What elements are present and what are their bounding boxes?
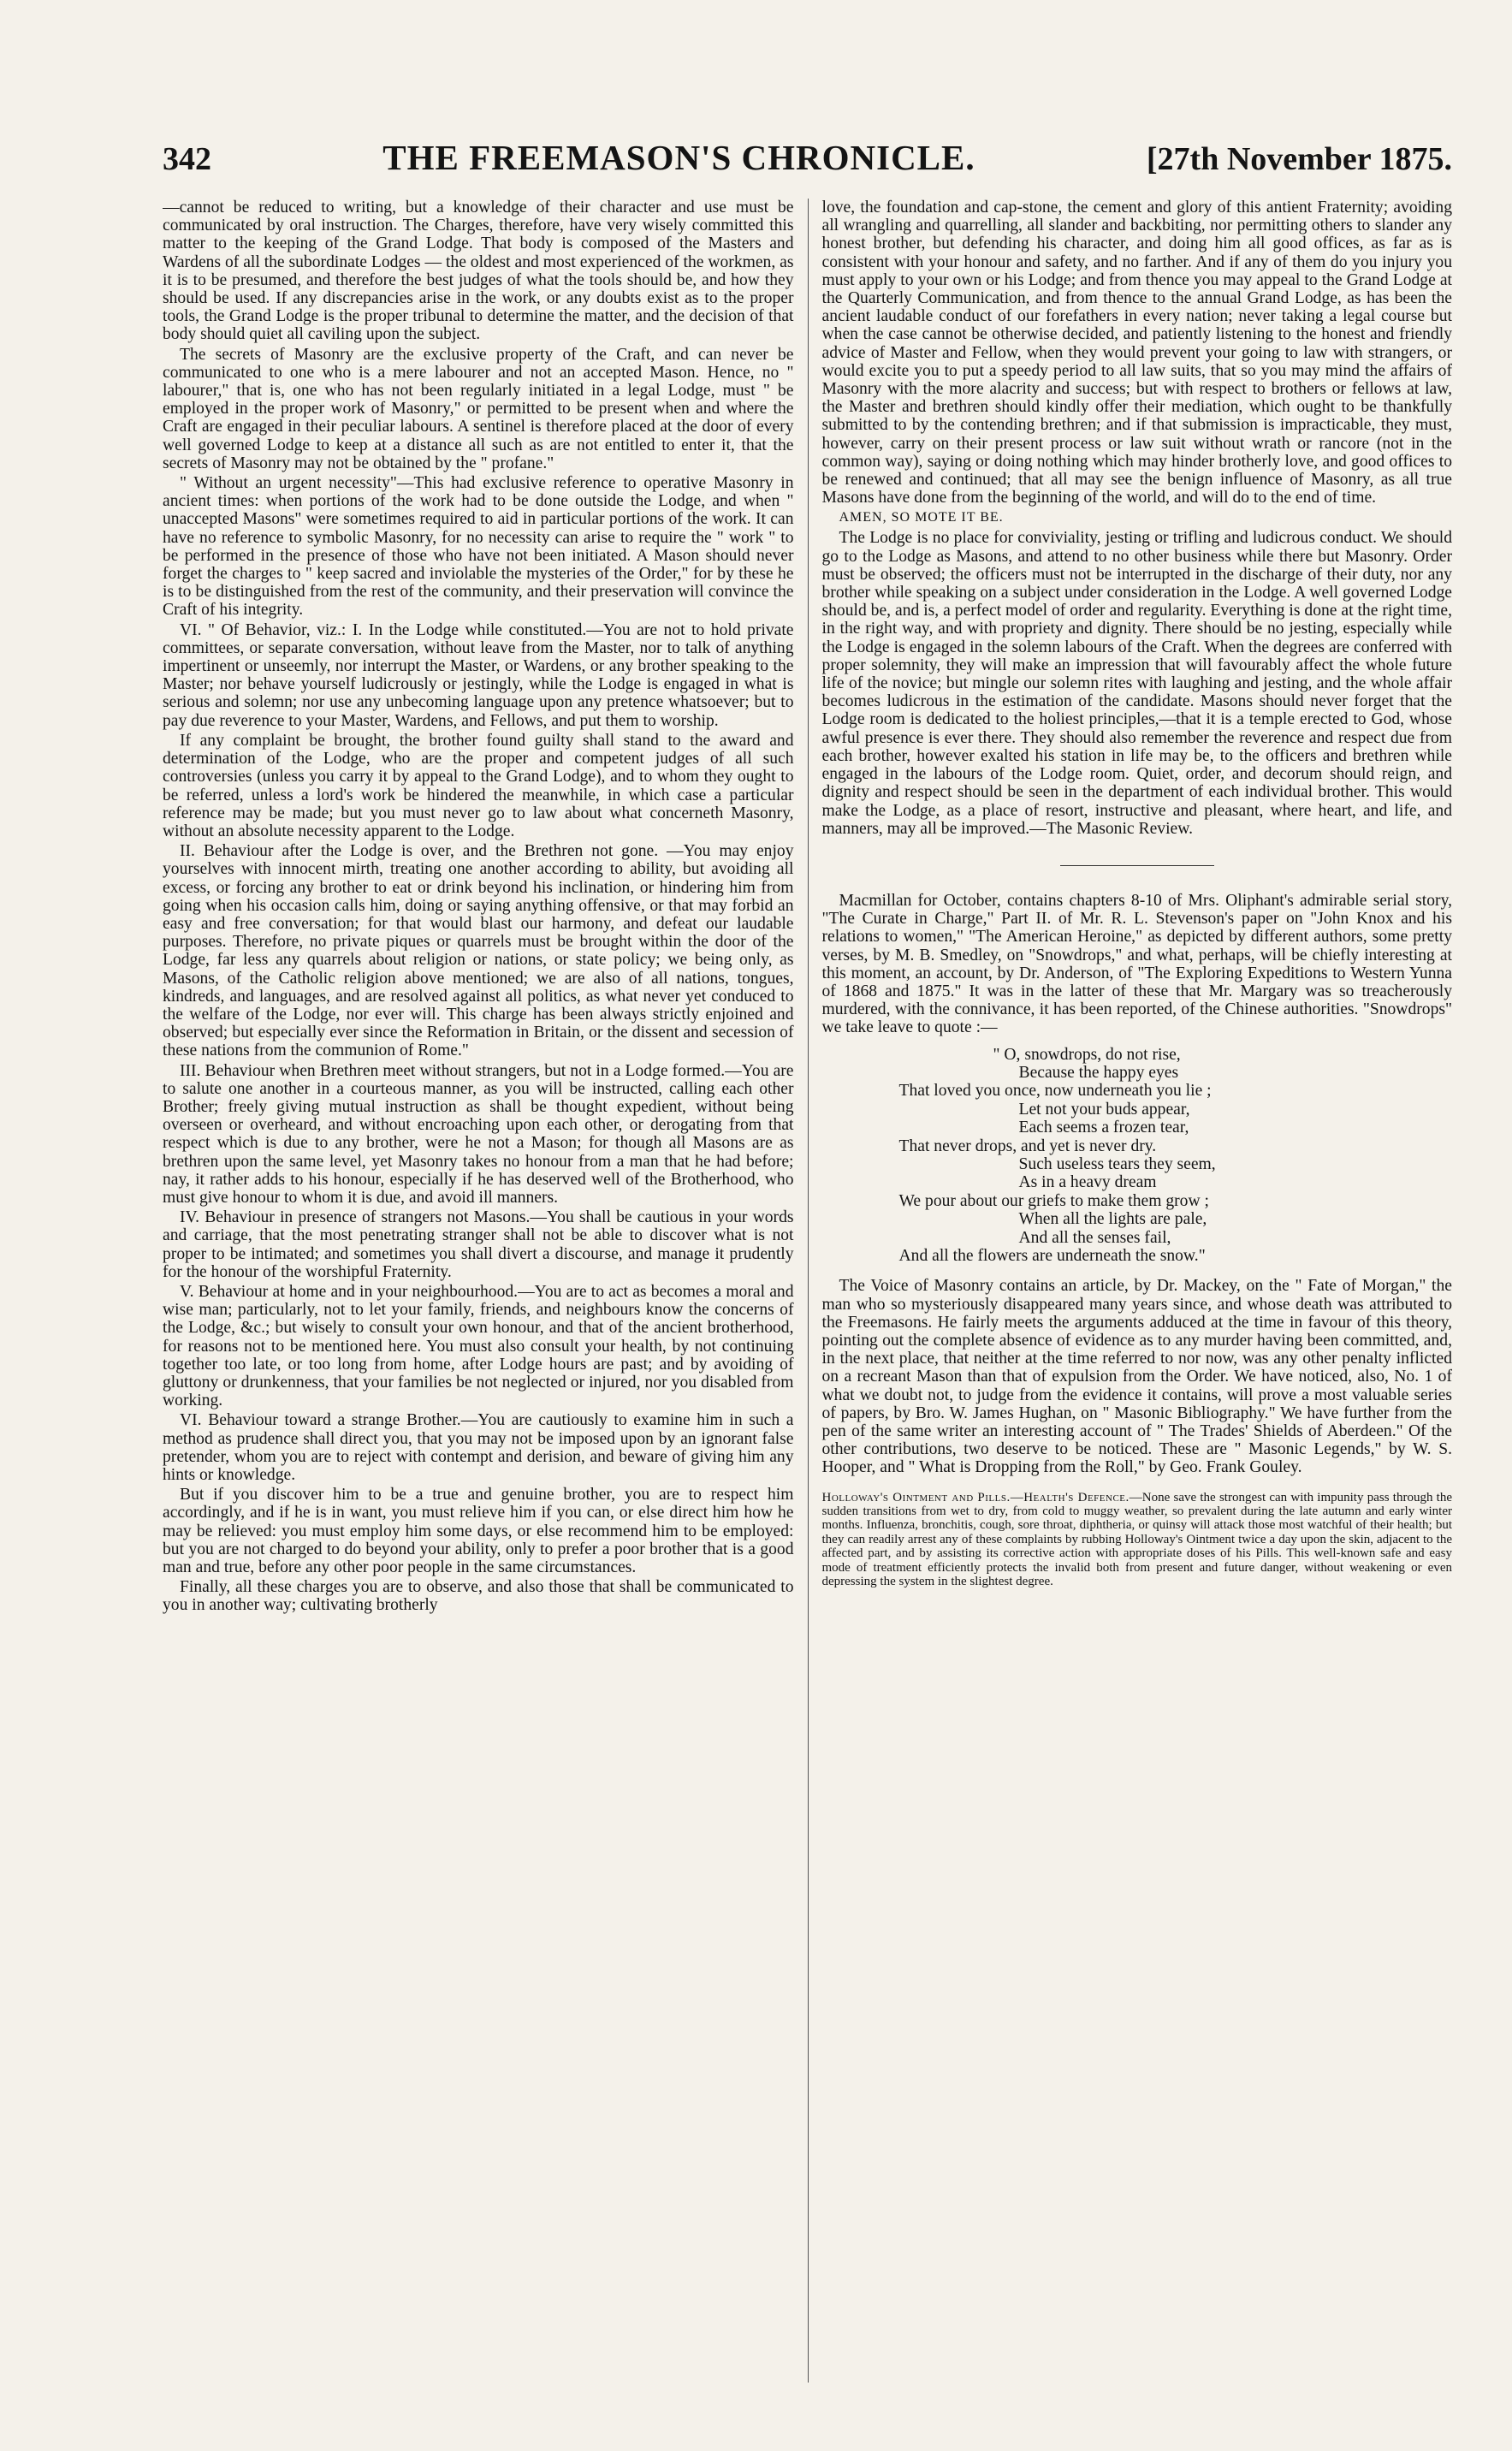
paragraph: love, the foundation and cap-stone, the cement and glory of this antient Fraternity; avoiding all wrangling and quarrelling, all slander and backbiting, nor permitting others to slander any honest brother, but defending his character, and doing him all good offices, as far as is consistent with your honour and safety, and no farther. And if any of them do you injury you must apply to your own or his Lodge; and from thence you may appeal to the Grand Lodge at the Quarterly Communication, and from thence to the annual Grand Lodge, as has been the ancient laudable conduct of our forefathers in every nation; never taking a legal course but when the case cannot be otherwise decided, and patiently listening to the honest and friendly advice of Master and Fellow, when they would prevent your going to law with strangers, or would excite you to put a speedy period to all law suits, that so you may mind the affairs of Masonry with the more alacrity and success; but with respect to brothers or fellows at law, the Master and brethren should kindly offer their mediation, which ought to be thankfully submitted to by the contending brethren; and if that submission is impracticable, they must, however, carry on their present process or law suit without wrath or rancore (not in the common way), saying or doing nothing which may hinder brotherly love, and good offices to be renewed and continued; that all may see the benign influence of Masonry, as all true Masons have done from the beginning of the world, and will do to the end of time.: [821, 199, 1452, 507]
paragraph: Finally, all these charges you are to observe, and also those that shall be communicated to you in another way; cultivating brotherly: [163, 1578, 794, 1615]
advert-heading: Holloway's Ointment and Pills.—Health's Defence.: [821, 1490, 1130, 1504]
poem-line: Because the happy eyes: [1018, 1063, 1179, 1082]
poem-line: As in a heavy dream: [1018, 1173, 1157, 1192]
holloway-advert: [822, 1491, 1453, 1589]
paragraph: II. Behaviour after the Lodge is over, and the Brethren not gone. —You may enjoy yourselves with innocent mirth, treating one another according to ability, but avoiding all excess, or forcing any brother to eat or drink beyond his inclination, or hindering him from going when his occasion calls him, doing or saying anything offensive, or that may forbid an easy and free conversation; for that would blast our harmony, and defeat our laudable purposes. Therefore, no private piques or quarrels must be brought within the door of the Lodge, far less any quarrels about religion or nations, or state policy; we being only, as Masons, of the Catholic religion above mentioned; we are also of all nations, tongues, kindreds, and languages, and are resolved against all politics, as what never yet conduced to the welfare of the Lodge, nor ever will. This charge has been always strictly enjoined and observed; but especially ever since the Reformation in Britain, or the dissent and secession of these nations from the communion of Rome.": [163, 842, 794, 1060]
poem-line: That never drops, and yet is never dry.: [898, 1136, 1157, 1155]
page-number: 342: [163, 141, 211, 177]
snowdrops-poem: [822, 1046, 1453, 1266]
poem-line: " O, snowdrops, do not rise,: [993, 1045, 1181, 1064]
paragraph: VI. Behaviour toward a strange Brother.—You are cautiously to examine him in such a method as prudence shall direct you, that you may not be imposed upon by an ignorant false pretender, whom you are to reject with contempt and derision, and beware of giving him any hints or knowledge.: [163, 1411, 794, 1485]
issue-date: [27th November 1875.: [1146, 141, 1452, 177]
paragraph: If any complaint be brought, the brother found guilty shall stand to the award and determination of the Lodge, who are the proper and competent judges of all such controversies (unless you carry it by appeal to the Grand Lodge), and to whom they ought to be referred, unless a lord's work be hindered the meanwhile, in which case a particular reference may be made; but you must never go to law about what concerneth Masonry, without an absolute necessity apparent to the Lodge.: [163, 731, 794, 840]
paragraph: IV. Behaviour in presence of strangers not Masons.—You shall be cautious in your words and carriage, that the most penetrating stranger shall not be able to discover what is not proper to be intimated; and sometimes you shall divert a discourse, and manage it prudently for the honour of the worshipful Fraternity.: [163, 1208, 794, 1281]
poem-line: And all the senses fail,: [1018, 1228, 1171, 1247]
paragraph: V. Behaviour at home and in your neighbourhood.—You are to act as becomes a moral and wise man; particularly, not to let your family, friends, and neighbours know the concerns of the Lodge, &c.; but wisely to consult your own honour, and that of the ancient brotherhood, for reasons not to be mentioned here. You must also consult your health, by not continuing together too late, or too long from home, after Lodge hours are past; and by avoiding of gluttony or drunkenness, that your families be not neglected or injured, nor you disabled from working.: [163, 1282, 794, 1410]
paper-title: THE FREEMASON'S CHRONICLE.: [382, 138, 975, 177]
amen-line: AMEN, SO MOTE IT BE.: [839, 510, 1004, 525]
section-divider: [1060, 865, 1214, 866]
poem-line: We pour about our griefs to make them grow ;: [898, 1191, 1209, 1210]
poem-line: Such useless tears they seem,: [1018, 1154, 1216, 1173]
right-column: [808, 199, 1453, 2383]
paragraph: The Lodge is no place for conviviality, jesting or trifling and ludicrous conduct. We should go to the Lodge as Masons, and attend to no other business while there but Masonry. Order must be observed; the officers must not be interrupted in the discharge of their duty, nor any brother while speaking on a subject under consideration in the Lodge. A well governed Lodge should be, and is, a perfect model of order and regularity. Everything is done at the right time, in the right way, and with propriety and dignity. There should be no jesting, especially while the Lodge is engaged in the solemn labours of the Craft. When the degrees are conferred with proper solemnity, they will make an impression that will favourably affect the whole future life of the novice; but mingle our solemn rites with laughing and jesting, and the whole affair becomes ludicrous in the estimation of the candidate. Masons should never forget that the Lodge room is dedicated to the holiest principles,—that it is a temple erected to God, whose awful presence is ever there. They should also remember the reverence and respect due from each brother, however exalted his station in life may be, to the officers and brethren while engaged in the labours of the Lodge room. Quiet, order, and decorum should reign, and dignity and respect should be seen in the department of each individual brother. This would make the Lodge, as a place of resort, instructive and pleasant, where heart, and life, and manners, may all be improved.—The Masonic Review.: [821, 529, 1452, 838]
masthead: [163, 137, 1452, 178]
left-column: [163, 199, 808, 2383]
poem-line: When all the lights are pale,: [1018, 1210, 1207, 1229]
poem-line: Let not your buds appear,: [1018, 1100, 1190, 1119]
voice-of-masonry-review: The Voice of Masonry contains an article, by Dr. Mackey, on the " Fate of Morgan," the man who so mysteriously disappeared many years since, and whose death was attributed to the Freemasons. He fairly meets the arguments adduced at the time in favour of this theory, pointing out the complete absence of evidence as to any murder having been committed, and, in the next place, that neither at the time referred to nor now, was any other penalty inflicted on a recreant Mason than that of expulsion from the Order. We have noticed, also, No. 1 of what we doubt not, to judge from the evidence it contains, will prove a most valuable series of papers, by Bro. W. James Hughan, on " Masonic Bibliography." We have further from the pen of the same writer an interesting account of " The Trades' Shields of Aberdeen." Of the other contributions, two deserve to be noticed. These are " Masonic Legends," by W. S. Hooper, and " What is Dropping from the Roll," by Geo. Frank Gouley.: [821, 1277, 1452, 1477]
poem-line: Each seems a frozen tear,: [1018, 1119, 1189, 1137]
paragraph: VI. " Of Behavior, viz.: I. In the Lodge while constituted.—You are not to hold private committees, or separate conversation, without leave from the Master, nor to talk of anything impertinent or unseemly, nor interrupt the Master, or Wardens, or any brother speaking to the Master; nor behave yourself ludicrously or jestingly, while the Lodge is engaged in what is serious and solemn; nor use any unbecoming language upon any pretence whatsoever; but to pay due reverence to your Master, Wardens, and Fellows, and put them to worship.: [163, 620, 794, 730]
paragraph: " Without an urgent necessity"—This had exclusive reference to operative Masonry in ancient times: when portions of the work had to be done outside the Lodge, and when " unaccepted Masons" were sometimes required to aid in particular portions of the work. It can have no reference to symbolic Masonry, for no necessity can arise to require the " work " to be performed in the presence of those who have not been initiated. A Mason should never forget the charges to " keep sacred and inviolable the mysteries of the Order," for by these he is to be distinguished from the rest of the community, and their preservation will convince the Craft of his integrity.: [163, 474, 794, 620]
paragraph: But if you discover him to be a true and genuine brother, you are to respect him accordingly, and if he is in want, you must relieve him if you can, or else direct him how he may be relieved: you must employ him some days, or else recommend him to be employed: but you are not charged to do beyond your ability, only to prefer a poor brother that is a good man and true, before any other poor people in the same circumstances.: [163, 1486, 794, 1577]
article-columns: [163, 199, 1452, 2383]
poem-line: That loved you once, now underneath you lie ;: [898, 1082, 1212, 1101]
poem-line: And all the flowers are underneath the snow.": [898, 1247, 1206, 1265]
paragraph: —cannot be reduced to writing, but a knowledge of their character and use must be communicated by oral instruction. The Charges, therefore, have very wisely committed this matter to the keeping of the Grand Lodge. That body is composed of the Masters and Wardens of all the subordinate Lodges — the oldest and most experienced of the workmen, as it is to be presumed, and therefore the best judges of what the tools should be, and how they should be used. If any discrepancies arise in the work, or any doubts exist as to the proper tools, the Grand Lodge is the proper tribunal to determine the matter, and the decision of that body should quiet all caviling upon the subject.: [163, 199, 794, 344]
paragraph: The secrets of Masonry are the exclusive property of the Craft, and can never be communicated to one who is a mere labourer and not an accepted Mason. Hence, no " labourer," that is, one who has not been regularly initiated in a legal Lodge, must " be employed in the proper work of Masonry," or permitted to be present when and where the Craft are engaged in their peculiar labours. A sentinel is therefore placed at the door of every well governed Lodge to keep at a distance all such as are not entitled to enter it, that the secrets of Masonry may not be obtained by the " profane.": [163, 345, 794, 472]
paragraph: III. Behaviour when Brethren meet without strangers, but not in a Lodge formed.—You are to salute one another in a courteous manner, as you will be instructed, calling each other Brother; freely giving mutual instruction as shall be thought expedient, without being overseen or overheard, and without encroaching upon each other, or derogating from that respect which is due to any brother, were he not a Mason; for though all Masons are as brethren upon the same level, yet Masonry takes no honour from a man that he had before; nay, it rather adds to his honour, especially if he has deserved well of the Brotherhood, who must give honour to whom it is due, and avoid ill manners.: [163, 1061, 794, 1207]
macmillan-review: Macmillan for October, contains chapters 8-10 of Mrs. Oliphant's admirable serial story, "The Curate in Charge," Part II. of Mr. R. L. Stevenson's paper on "John Knox and his relations to women," "The American Heroine," as depicted by different authors, some pretty verses, by M. B. Smedley, on "Snowdrops," and what, perhaps, will be chiefly interesting at this moment, an account, by Dr. Anderson, of "The Exploring Expeditions to Western Yunna of 1868 and 1875." It was in the latter of these that Mr. Margary was so treacherously murdered, with the connivance, it has been reported, of the Chinese authorities. "Snowdrops" we take leave to quote :—: [821, 891, 1452, 1037]
advert-body: —None save the strongest can with impunity pass through the sudden transitions from wet to dry, from cold to muggy weather, so prevalent during the late autumn and early winter months. Influenza, bronchitis, cough, sore throat, diphtheria, or quinsy will attack those most watchful of their health; but they can readily arrest any of these complaints by rubbing Holloway's Ointment twice a day upon the skin, adjacent to the affected part, and by assisting its corrective action with appropriate doses of his Pills. This well-known safe and easy mode of treatment efficiently protects the invalid both from present and future danger, without weakening or even depressing the system in the slightest degree.: [821, 1490, 1452, 1589]
